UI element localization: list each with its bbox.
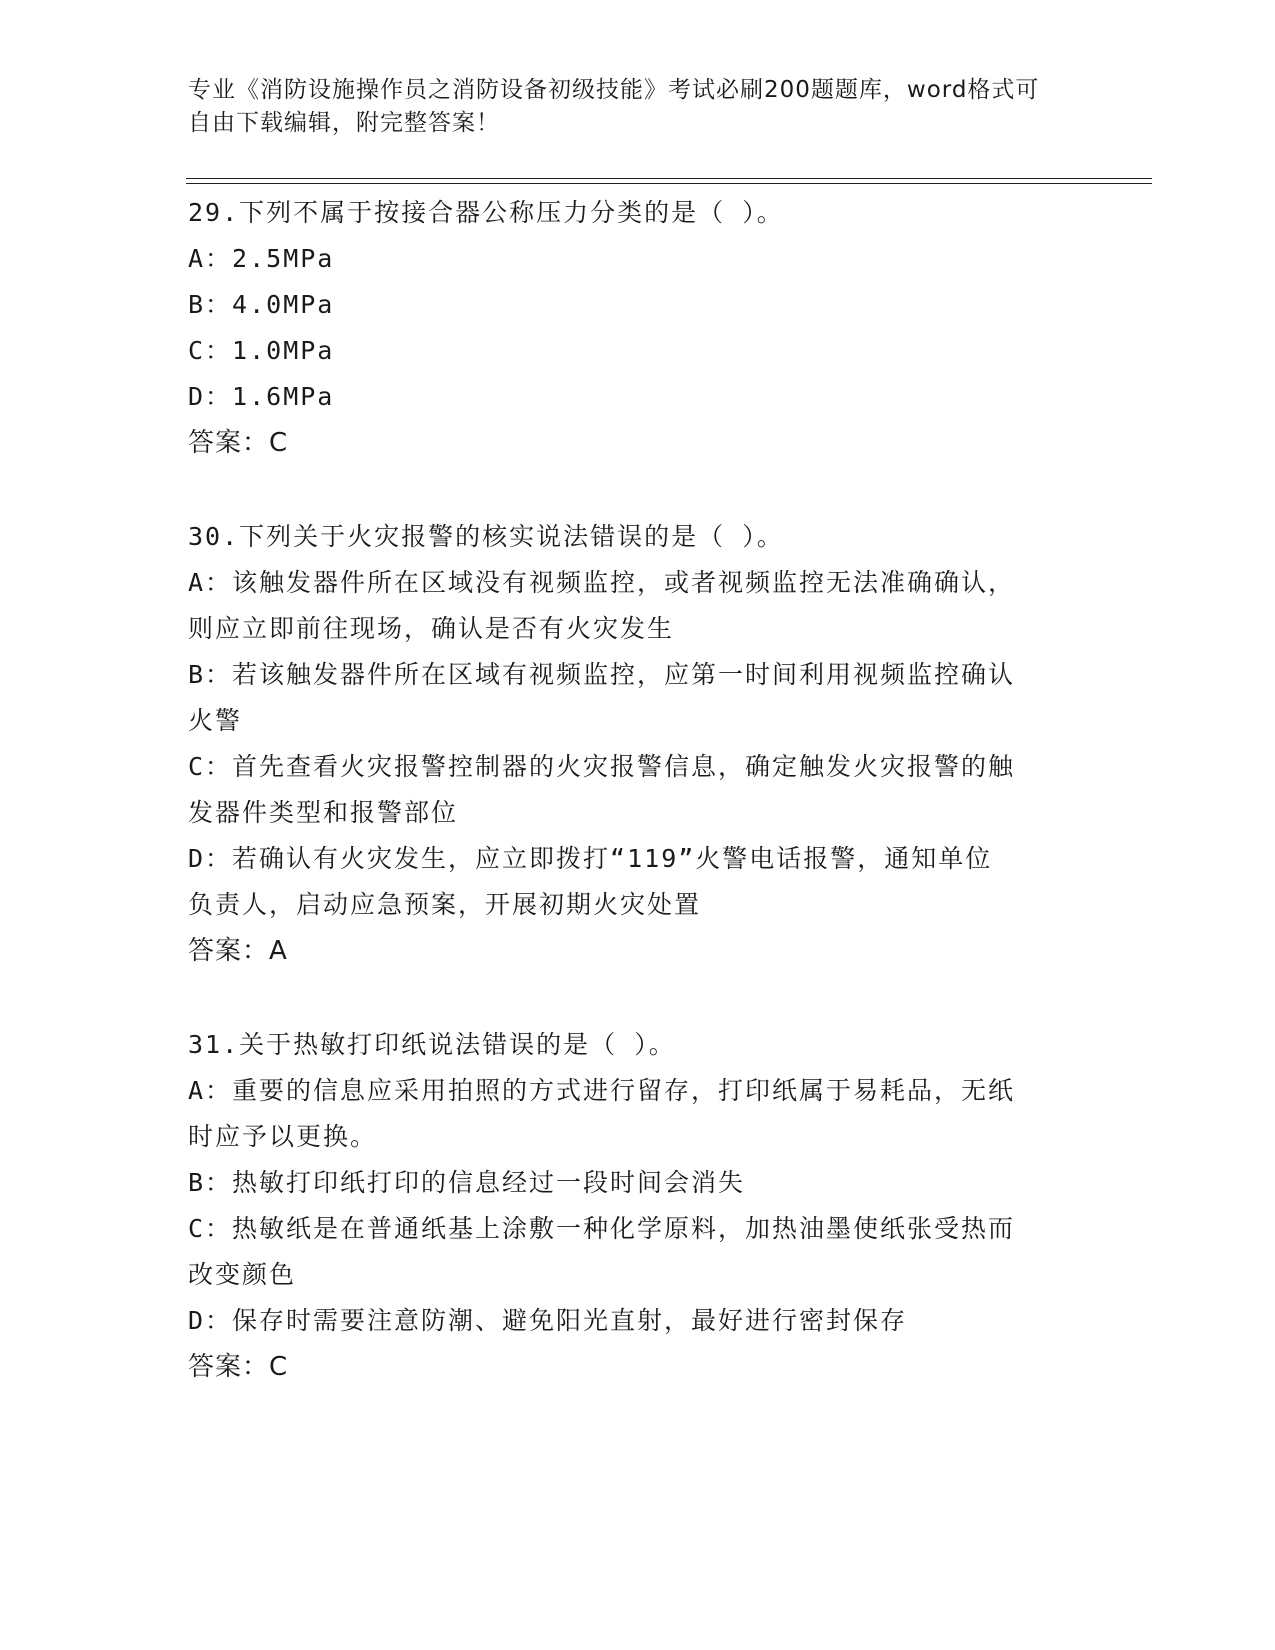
option-d: D：1.6MPa <box>188 382 335 411</box>
question-stem: 29.下列不属于按接合器公称压力分类的是（ ）。 <box>188 198 784 227</box>
option-b-continued: 火警 <box>188 706 243 735</box>
question-29 <box>188 190 1088 466</box>
answer-line: 答案：A <box>188 936 288 966</box>
option-a: A：2.5MPa <box>188 244 335 273</box>
header-divider-top <box>186 178 1152 179</box>
document-header <box>188 74 1068 140</box>
option-c: C：1.0MPa <box>188 336 335 365</box>
question-stem: 31.关于热敏打印纸说法错误的是（ ）。 <box>188 1030 676 1059</box>
answer-line: 答案：C <box>188 428 289 458</box>
option-b: B：热敏打印纸打印的信息经过一段时间会消失 <box>188 1168 746 1197</box>
header-line-1: 专业《消防设施操作员之消防设备初级技能》考试必刷200题题库，word格式可 <box>188 77 1040 103</box>
option-b: B：4.0MPa <box>188 290 335 319</box>
option-a-continued: 时应予以更换。 <box>188 1122 378 1151</box>
question-stem: 30.下列关于火灾报警的核实说法错误的是（ ）。 <box>188 522 784 551</box>
option-a: A：该触发器件所在区域没有视频监控，或者视频监控无法准确确认， <box>188 568 1016 597</box>
option-c: C：热敏纸是在普通纸基上涂敷一种化学原料，加热油墨使纸张受热而 <box>188 1214 1016 1243</box>
header-line-2: 自由下载编辑，附完整答案！ <box>188 110 500 136</box>
option-a: A：重要的信息应采用拍照的方式进行留存，打印纸属于易耗品，无纸 <box>188 1076 1016 1105</box>
option-c: C：首先查看火灾报警控制器的火灾报警信息，确定触发火灾报警的触 <box>188 752 1016 781</box>
answer-line: 答案：C <box>188 1352 289 1382</box>
option-a-continued: 则应立即前往现场，确认是否有火灾发生 <box>188 614 675 643</box>
option-d: D：保存时需要注意防潮、避免阳光直射，最好进行密封保存 <box>188 1306 908 1335</box>
option-c-continued: 发器件类型和报警部位 <box>188 798 459 827</box>
question-list <box>188 190 1088 1438</box>
option-c-continued: 改变颜色 <box>188 1260 297 1289</box>
option-d-continued: 负责人，启动应急预案，开展初期火灾处置 <box>188 890 702 919</box>
option-d: D：若确认有火灾发生，应立即拨打“119”火警电话报警，通知单位 <box>188 844 993 873</box>
option-b: B：若该触发器件所在区域有视频监控，应第一时间利用视频监控确认 <box>188 660 1016 689</box>
question-31 <box>188 1022 1088 1390</box>
question-30 <box>188 514 1088 974</box>
header-divider-bottom <box>186 183 1152 184</box>
